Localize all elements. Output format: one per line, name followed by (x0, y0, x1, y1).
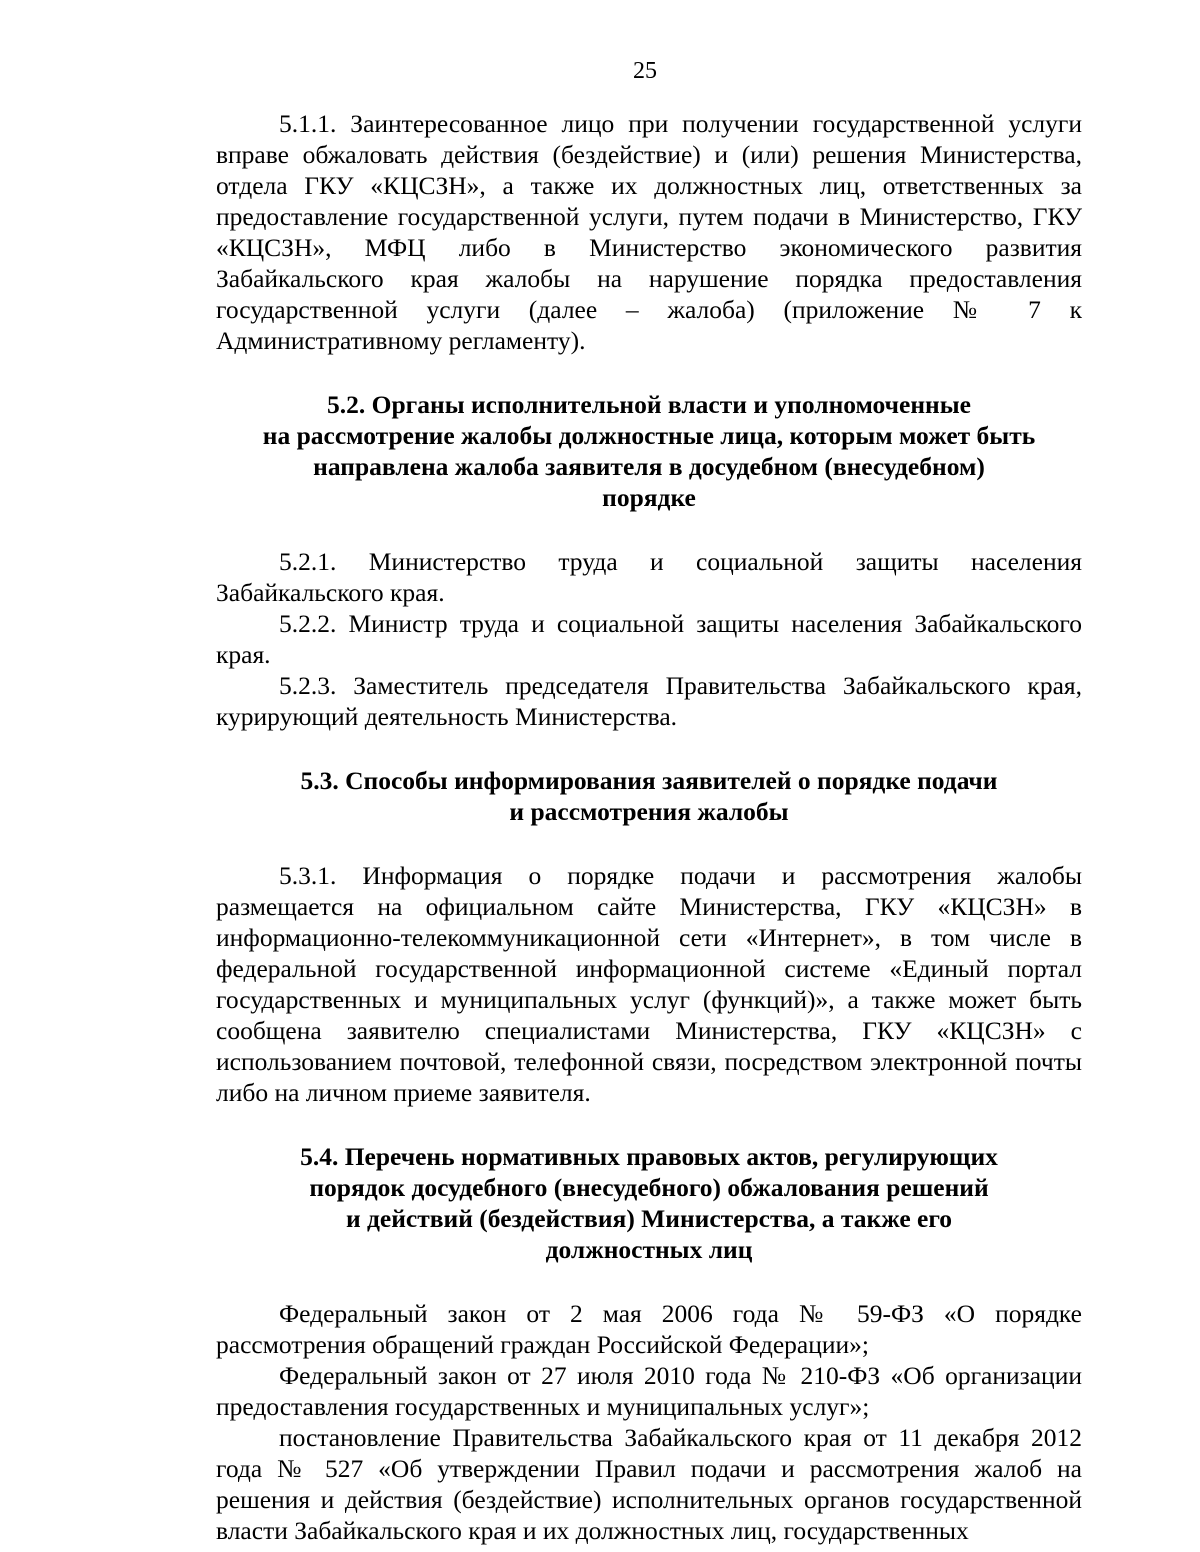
heading-line: и действий (бездействия) Министерства, а также его (345, 1204, 953, 1233)
heading-line: 5.4. Перечень нормативных правовых актов, регулирующих (300, 1142, 998, 1171)
heading-line: и рассмотрения жалобы (509, 797, 789, 826)
heading-5-3 (216, 765, 1082, 827)
paragraph-5-3-1: 5.3.1. Информация о порядке подачи и рассмотрения жалобы размещается на официальном сайте Министерства, ГКУ «КЦСЗН» в информационно-телекоммуникационной сети «Интернет», в том числе в федеральной государственной информационной системе «Единый портал государственных и муниципальных услуг (функций)», а также может быть сообщена заявителю специалистами Министерства, ГКУ «КЦСЗН» с использованием почтовой, телефонной связи, посредством электронной почты либо на личном приеме заявителя. (216, 861, 1082, 1107)
paragraph-resolution-527: постановление Правительства Забайкальского края от 11 декабря 2012 года № 527 «Об утверждении Правил подачи и рассмотрения жалоб на решения и действия (бездействие) исполнительных органов государственной власти Забайкальского края и их должностных лиц, государственных (216, 1423, 1082, 1545)
paragraph-5-1-1: 5.1.1. Заинтересованное лицо при получении государственной услуги вправе обжаловать действия (бездействие) и (или) решения Министерства, отдела ГКУ «КЦСЗН», а также их должностных лиц, ответственных за предоставление государственной услуги, путем подачи в Министерство, ГКУ «КЦСЗН», МФЦ либо в Министерство экономического развития Забайкальского края жалобы на нарушение порядка предоставления государственной услуги (далее – жалоба) (приложение № 7 к Административному регламенту). (216, 109, 1082, 355)
heading-line: порядок досудебного (внесудебного) обжалования решений (309, 1173, 989, 1202)
paragraph-law-210: Федеральный закон от 27 июля 2010 года № 210-ФЗ «Об организации предоставления государственных и муниципальных услуг»; (216, 1361, 1082, 1421)
document-body (216, 108, 1082, 1546)
heading-5-2 (216, 389, 1082, 513)
heading-line: 5.3. Способы информирования заявителей о порядке подачи (300, 766, 998, 795)
paragraph-5-2-3: 5.2.3. Заместитель председателя Правительства Забайкальского края, курирующий деятельность Министерства. (216, 671, 1082, 731)
paragraph-5-2-1: 5.2.1. Министерство труда и социальной защиты населения Забайкальского края. (216, 547, 1082, 607)
heading-5-4 (216, 1141, 1082, 1265)
page-number: 25 (633, 58, 657, 84)
paragraph-5-2-2: 5.2.2. Министр труда и социальной защиты населения Забайкальского края. (216, 609, 1082, 669)
heading-line: должностных лиц (545, 1235, 753, 1264)
heading-line: 5.2. Органы исполнительной власти и уполномоченные (327, 390, 971, 419)
heading-line: на рассмотрение жалобы должностные лица, которым может быть (262, 421, 1036, 450)
paragraph-law-59: Федеральный закон от 2 мая 2006 года № 59-ФЗ «О порядке рассмотрения обращений граждан Российской Федерации»; (216, 1299, 1082, 1359)
heading-line: порядке (602, 483, 696, 512)
heading-line: направлена жалоба заявителя в досудебном (внесудебном) (313, 452, 985, 481)
